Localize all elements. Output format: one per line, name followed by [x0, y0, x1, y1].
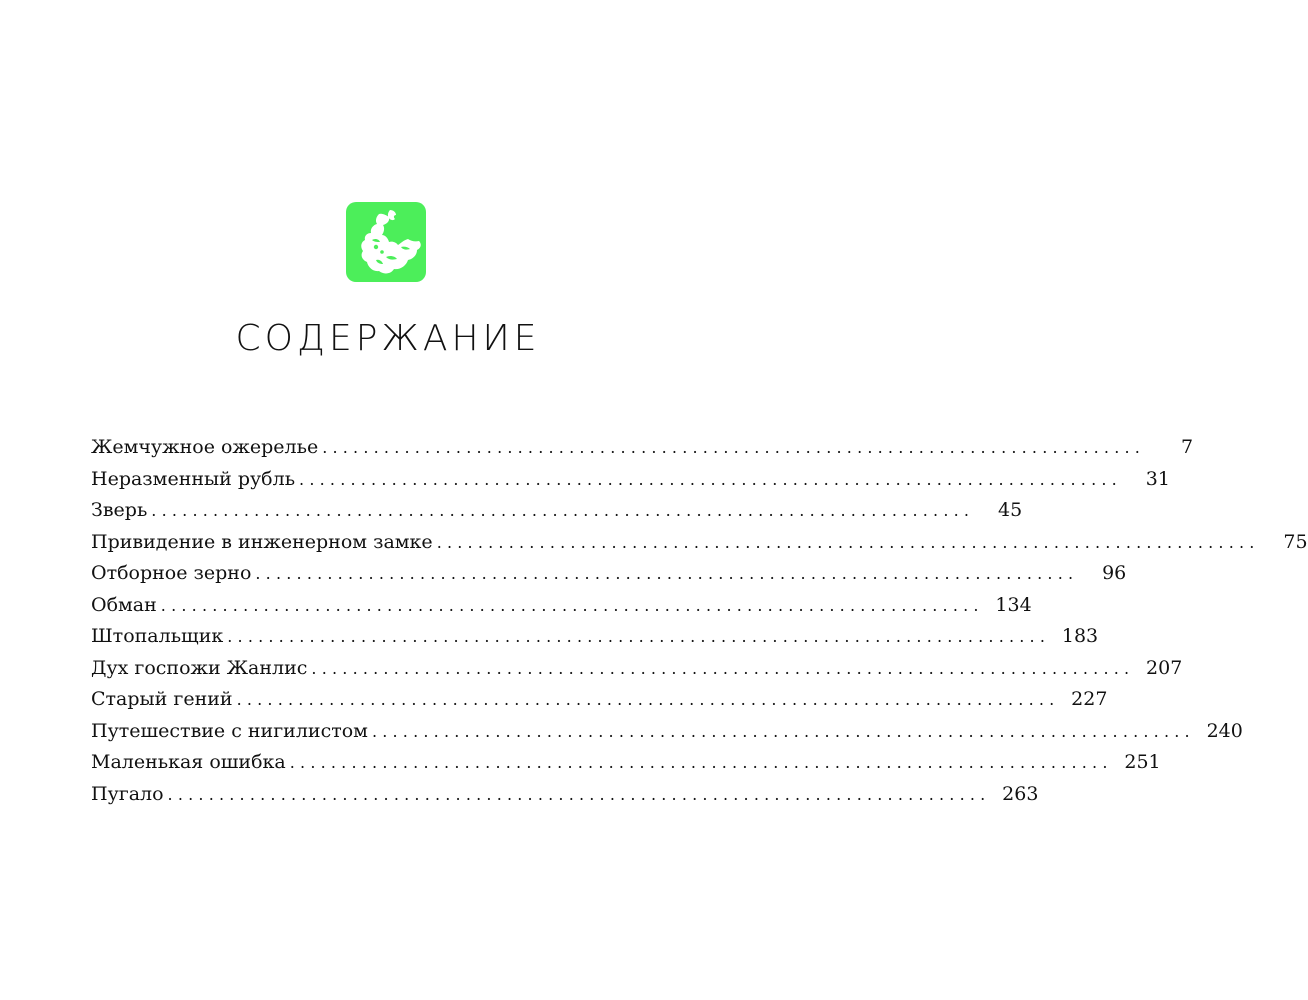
toc-entry-title: Обман [91, 593, 157, 616]
toc-entry-title: Штопальщик [91, 625, 224, 647]
toc-entry[interactable] [91, 495, 1023, 527]
toc-entry-title: Отборное зерно [91, 562, 252, 584]
toc-entry-page-number: 251 [1124, 751, 1161, 773]
toc-entry-title: Путешествие с нигилистом [91, 719, 368, 742]
toc-entry[interactable] [91, 747, 1161, 779]
toc-entry-title: Пугало [91, 782, 164, 805]
toc-entry-page-number: 240 [1206, 719, 1243, 742]
toc-entry-title: Маленькая ошибка [91, 751, 286, 773]
toc-entry[interactable] [91, 684, 1108, 716]
toc-entry-page-number: 7 [1180, 436, 1194, 458]
toc-entry-page-number: 134 [995, 593, 1032, 616]
toc-entry[interactable] [91, 590, 1032, 622]
dot-leader: ................................................................................ [255, 564, 1079, 583]
dot-leader: ................................................................................ [167, 784, 991, 804]
toc-entry-page-number: 45 [997, 499, 1023, 521]
table-of-contents [91, 432, 1308, 810]
toc-entry-title: Дух госпожи Жанлис [91, 656, 308, 679]
toc-entry[interactable] [91, 621, 1099, 653]
toc-entry[interactable] [91, 653, 1183, 685]
dot-leader: ................................................................................ [322, 438, 1146, 457]
publisher-emblem [346, 202, 426, 282]
toc-entry[interactable] [91, 716, 1243, 748]
page-title: СОДЕРЖАНИЕ [235, 318, 541, 359]
dot-leader: ................................................................................ [160, 595, 984, 615]
toc-entry[interactable] [91, 558, 1127, 590]
toc-entry-page-number: 75 [1283, 530, 1308, 553]
toc-entry[interactable] [91, 432, 1194, 464]
toc-entry-page-number: 183 [1061, 625, 1099, 647]
toc-entry[interactable] [91, 779, 1039, 811]
dot-leader: ................................................................................ [299, 469, 1122, 489]
toc-entry-title: Старый гений [91, 688, 233, 710]
toc-entry-title: Неразменный рубль [91, 467, 296, 490]
toc-entry-page-number: 263 [1002, 782, 1039, 805]
toc-entry-page-number: 207 [1146, 656, 1183, 679]
toc-entry-page-number: 96 [1102, 562, 1127, 584]
toc-entry-page-number: 31 [1145, 467, 1170, 490]
dot-leader: ................................................................................ [371, 721, 1195, 741]
toc-entry[interactable] [91, 527, 1308, 559]
griffin-silhouette-icon [346, 202, 426, 282]
dot-leader: ................................................................................ [227, 627, 1051, 646]
dot-leader: ................................................................................ [236, 690, 1060, 709]
dot-leader: ................................................................................ [311, 658, 1135, 678]
toc-entry[interactable] [91, 464, 1170, 496]
toc-entry-page-number: 227 [1071, 688, 1108, 710]
dot-leader: ................................................................................ [151, 501, 975, 520]
toc-entry-title: Жемчужное ожерелье [91, 436, 319, 458]
toc-entry-title: Зверь [91, 499, 148, 521]
toc-entry-title: Привидение в инженерном замке [91, 530, 433, 553]
dot-leader: ................................................................................ [289, 753, 1113, 772]
dot-leader: ................................................................................ [436, 532, 1260, 552]
